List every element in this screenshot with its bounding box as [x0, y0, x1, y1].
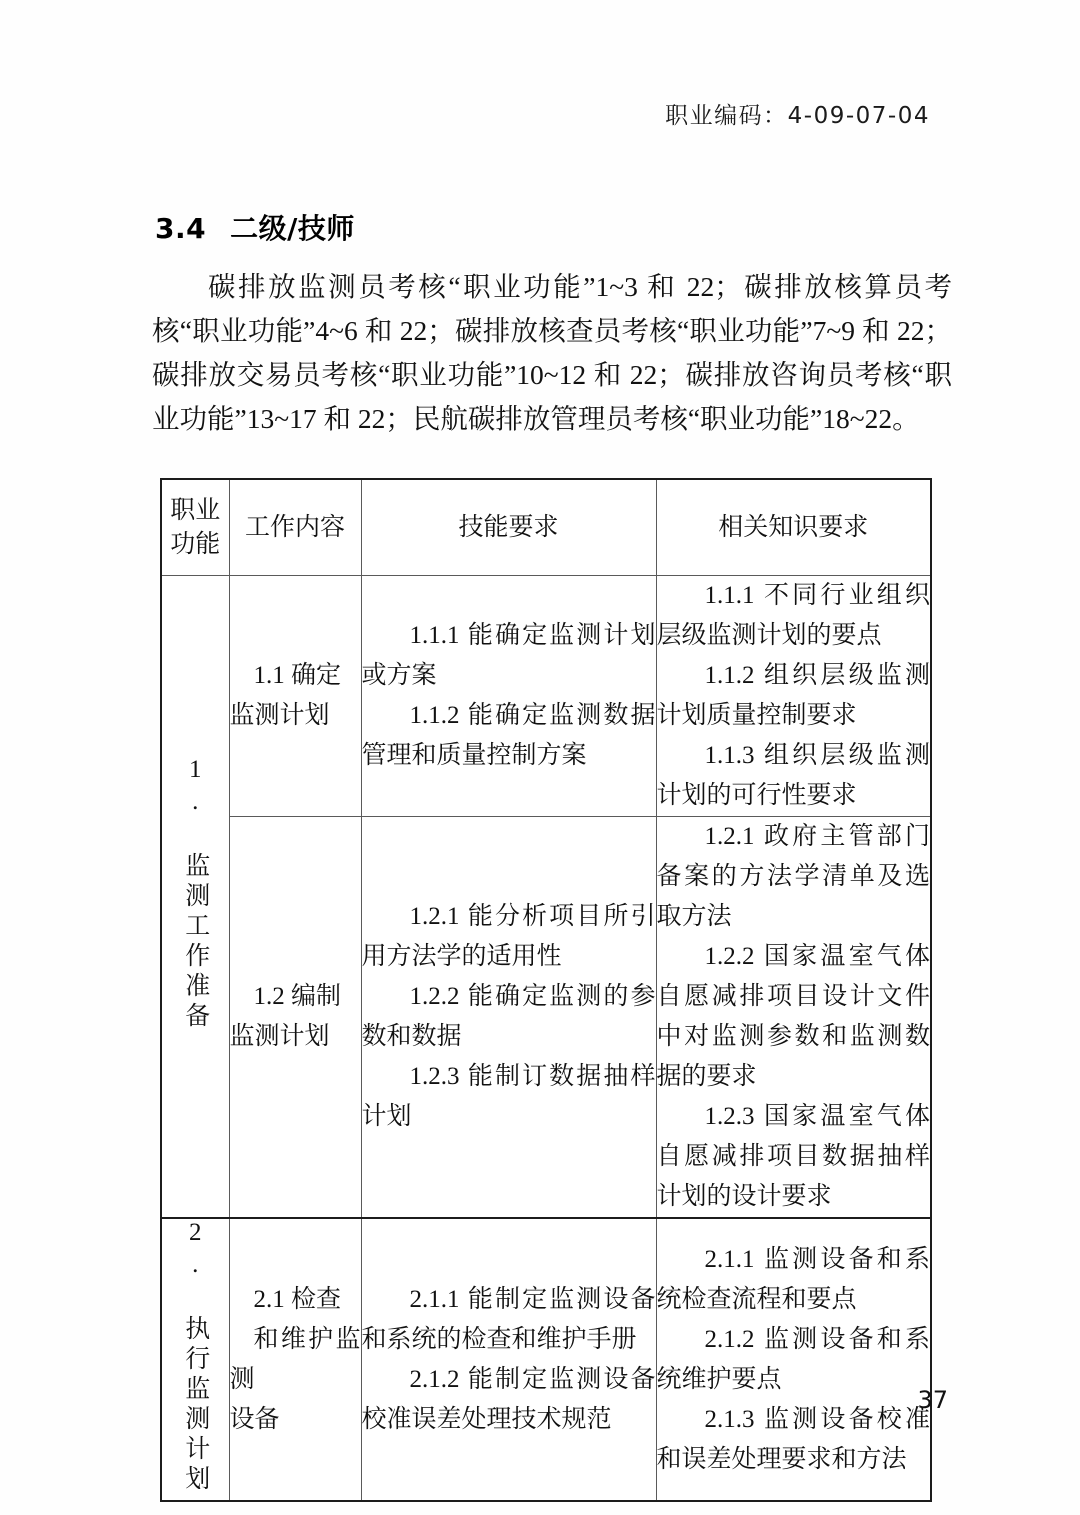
table-header-row [161, 479, 931, 576]
knowledge-item: 1.2.3 国家温室气体自愿减排项目数据抽样计划的设计要求 [656, 1103, 930, 1210]
function-cell-group-2 [161, 1218, 229, 1501]
function-label-vertical: 1. 监测工作准备 [181, 756, 209, 1032]
work-content-cell-2-1 [229, 1218, 361, 1501]
section-heading [155, 207, 355, 247]
knowledge-cell-2-1 [656, 1218, 931, 1501]
function-cell-group-1 [161, 576, 229, 1219]
skill-cell-2-1 [361, 1218, 656, 1501]
knowledge-item: 2.1.3 监测设备校准和误差处理要求和方法 [656, 1405, 930, 1473]
section-number: 3.4 [155, 212, 207, 245]
knowledge-item: 2.1.1 监测设备和系统检查流程和要点 [656, 1245, 930, 1313]
work-content-line2: 监测计划 [229, 1023, 330, 1050]
table-row [161, 1218, 931, 1501]
knowledge-item: 1.1.2 组织层级监测计划质量控制要求 [656, 662, 930, 729]
header-cell-function [161, 479, 229, 576]
skill-item: 2.1.1 能制定监测设备和系统的检查和维护手册 [361, 1285, 656, 1353]
header-cell-skill-requirement: 技能要求 [361, 479, 656, 576]
skill-cell-1-1 [361, 576, 656, 817]
table-row [161, 817, 931, 1219]
skill-item: 1.2.1 能分析项目所引用方法学的适用性 [361, 903, 656, 970]
page-number: 37 [917, 1386, 948, 1414]
knowledge-cell-1-2 [656, 817, 931, 1219]
work-content-line1: 1.1 确定 [253, 662, 342, 689]
work-content-cell-1-1 [229, 576, 361, 817]
header-cell-work-content: 工作内容 [229, 479, 361, 576]
table-row [161, 576, 931, 817]
work-content-line2: 和维护监测 [229, 1325, 361, 1393]
skill-item: 1.2.3 能制订数据抽样计划 [361, 1063, 656, 1130]
work-content-line1: 1.2 编制 [253, 983, 342, 1010]
skill-item: 1.1.1 能确定监测计划或方案 [361, 622, 656, 689]
header-cell-knowledge-requirement: 相关知识要求 [656, 479, 931, 576]
knowledge-cell-1-1 [656, 576, 931, 817]
skill-item: 1.1.2 能确定监测数据管理和质量控制方案 [361, 702, 656, 769]
skill-item: 1.2.2 能确定监测的参数和数据 [361, 983, 656, 1050]
work-content-cell-1-2 [229, 817, 361, 1219]
knowledge-item: 1.1.3 组织层级监测计划的可行性要求 [656, 742, 930, 809]
header-function-line2: 功能 [170, 530, 221, 558]
running-header-occupation-code: 职业编码：4-09-07-04 [665, 103, 930, 129]
spec-table-wrapper [160, 478, 930, 1502]
skill-item: 2.1.2 能制定监测设备校准误差处理技术规范 [361, 1365, 656, 1433]
work-content-line1: 2.1 检查 [253, 1285, 342, 1313]
knowledge-item: 1.2.2 国家温室气体自愿减排项目设计文件中对监测参数和监测数据的要求 [656, 943, 930, 1090]
work-content-line3: 设备 [229, 1405, 280, 1433]
header-function-line1: 职业 [170, 496, 221, 524]
knowledge-item: 1.1.1 不同行业组织层级监测计划的要点 [656, 582, 930, 649]
skill-cell-1-2 [361, 817, 656, 1219]
work-content-line2: 监测计划 [229, 702, 330, 729]
section-title: 二级/技师 [230, 212, 355, 245]
knowledge-item: 2.1.2 监测设备和系统维护要点 [656, 1325, 930, 1393]
knowledge-item: 1.2.1 政府主管部门备案的方法学清单及选取方法 [656, 823, 930, 930]
occupational-spec-table [160, 478, 932, 1502]
function-label-vertical: 2. 执行监测计划 [181, 1219, 209, 1495]
intro-paragraph: 碳排放监测员考核“职业功能”1~3 和 22；碳排放核算员考核“职业功能”4~6 和 22；碳排放核查员考核“职业功能”7~9 和 22；碳排放交易员考核“职业功能”10~12 和 22；碳排放咨询员考核“职业功能”13~17 和 22；民航碳排放管理员考核“职业功能”18~22。 [152, 271, 952, 434]
